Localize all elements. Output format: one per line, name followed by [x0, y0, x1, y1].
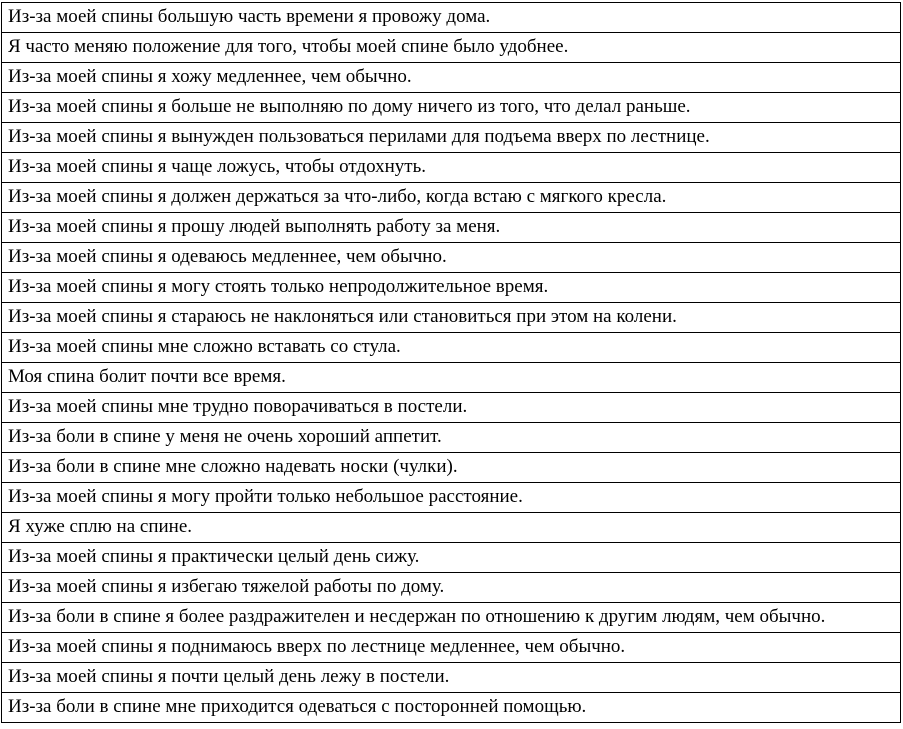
table-row	[2, 393, 901, 423]
statement-cell: Из-за моей спины большую часть времени я провожу дома.	[2, 3, 901, 33]
statement-cell: Из-за моей спины я должен держаться за что-либо, когда встаю с мягкого кресла.	[2, 183, 901, 213]
table-row	[2, 543, 901, 573]
table-row	[2, 603, 901, 633]
statement-cell: Из-за боли в спине я более раздражителен и несдержан по отношению к другим людям, чем обычно.	[2, 603, 901, 633]
table-row	[2, 573, 901, 603]
table-row	[2, 423, 901, 453]
table-row	[2, 693, 901, 723]
table-row	[2, 33, 901, 63]
questionnaire-body	[2, 3, 901, 723]
statement-cell: Из-за моей спины я больше не выполняю по дому ничего из того, что делал раньше.	[2, 93, 901, 123]
statement-cell: Из-за моей спины я почти целый день лежу в постели.	[2, 663, 901, 693]
statement-cell: Из-за моей спины я поднимаюсь вверх по лестнице медленнее, чем обычно.	[2, 633, 901, 663]
table-row	[2, 633, 901, 663]
table-row	[2, 513, 901, 543]
questionnaire-table	[1, 2, 901, 723]
statement-cell: Я часто меняю положение для того, чтобы моей спине было удобнее.	[2, 33, 901, 63]
table-row	[2, 213, 901, 243]
table-row	[2, 63, 901, 93]
statement-cell: Из-за моей спины я практически целый день сижу.	[2, 543, 901, 573]
statement-cell: Из-за моей спины я хожу медленнее, чем обычно.	[2, 63, 901, 93]
table-row	[2, 663, 901, 693]
table-row	[2, 243, 901, 273]
statement-cell: Из-за моей спины я прошу людей выполнять работу за меня.	[2, 213, 901, 243]
statement-cell: Из-за моей спины я стараюсь не наклоняться или становиться при этом на колени.	[2, 303, 901, 333]
table-row	[2, 3, 901, 33]
statement-cell: Из-за моей спины я одеваюсь медленнее, чем обычно.	[2, 243, 901, 273]
statement-cell: Из-за моей спины мне сложно вставать со стула.	[2, 333, 901, 363]
table-row	[2, 363, 901, 393]
table-row	[2, 453, 901, 483]
table-row	[2, 333, 901, 363]
statement-cell: Из-за моей спины я чаще ложусь, чтобы отдохнуть.	[2, 153, 901, 183]
statement-cell: Из-за моей спины я вынужден пользоваться перилами для подъема вверх по лестнице.	[2, 123, 901, 153]
table-row	[2, 303, 901, 333]
statement-cell: Из-за боли в спине мне сложно надевать носки (чулки).	[2, 453, 901, 483]
statement-cell: Из-за моей спины я избегаю тяжелой работы по дому.	[2, 573, 901, 603]
table-row	[2, 483, 901, 513]
table-row	[2, 183, 901, 213]
statement-cell: Моя спина болит почти все время.	[2, 363, 901, 393]
statement-cell: Из-за моей спины я могу стоять только непродолжительное время.	[2, 273, 901, 303]
statement-cell: Я хуже сплю на спине.	[2, 513, 901, 543]
statement-cell: Из-за боли в спине мне приходится одеваться с посторонней помощью.	[2, 693, 901, 723]
statement-cell: Из-за боли в спине у меня не очень хороший аппетит.	[2, 423, 901, 453]
statement-cell: Из-за моей спины я могу пройти только небольшое расстояние.	[2, 483, 901, 513]
statement-cell: Из-за моей спины мне трудно поворачиваться в постели.	[2, 393, 901, 423]
table-row	[2, 273, 901, 303]
table-row	[2, 93, 901, 123]
table-row	[2, 153, 901, 183]
table-row	[2, 123, 901, 153]
